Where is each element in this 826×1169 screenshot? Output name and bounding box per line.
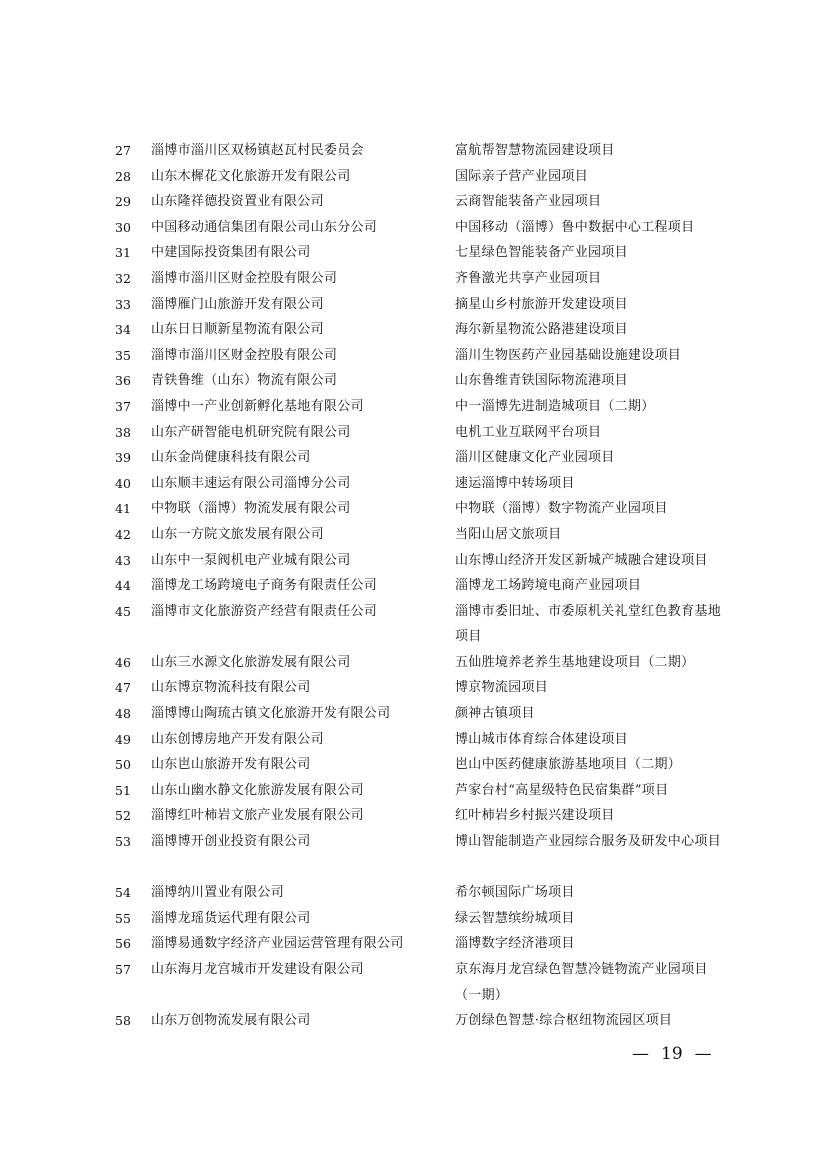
company-name: 中建国际投资集团有限公司 <box>151 245 311 261</box>
project-name: 云商智能装备产业园项目 <box>455 194 602 210</box>
table-row <box>0 906 826 932</box>
table-row <box>0 343 826 369</box>
project-name: 齐鲁激光共享产业园项目 <box>455 270 602 286</box>
project-name: 富航帮智慧物流园建设项目 <box>455 143 615 158</box>
project-name: 中一淄博先进制造城项目（二期） <box>455 398 655 414</box>
project-name: 淄川生物医药产业园基础设施建设项目 <box>455 347 682 363</box>
project-name: 电机工业互联网平台项目 <box>455 424 602 440</box>
company-name: 山东日日顺新星物流有限公司 <box>151 322 324 338</box>
company-name: 山东岜山旅游开发有限公司 <box>151 757 311 773</box>
row-number: 41 <box>115 501 131 517</box>
company-name: 青铁鲁维（山东）物流有限公司 <box>151 373 338 389</box>
company-name: 淄博市淄川区财金控股有限公司 <box>151 347 338 363</box>
company-name: 山东金尚健康科技有限公司 <box>151 450 311 466</box>
table-row <box>0 394 826 420</box>
company-name: 山东中一泵阀机电产业城有限公司 <box>151 552 351 568</box>
company-name: 淄博博开创业投资有限公司 <box>151 834 311 850</box>
row-number: 40 <box>115 475 131 491</box>
row-number: 43 <box>115 552 131 568</box>
row-number: 27 <box>115 143 131 158</box>
row-number: 57 <box>115 962 131 977</box>
row-number: 53 <box>115 834 131 850</box>
project-name: 博山智能制造产业园综合服务及研发中心项目 <box>455 834 722 850</box>
table-row <box>0 240 826 266</box>
project-name: 摘星山乡村旅游开发建设项目 <box>455 296 628 312</box>
project-name: 博山城市体育综合体建设项目 <box>455 731 628 747</box>
left-dash: — <box>632 1044 649 1064</box>
project-name: 淄博市委旧址、市委原机关礼堂红色教育基地项目 <box>455 603 722 645</box>
table-row <box>0 266 826 292</box>
company-name: 淄博市淄川区财金控股有限公司 <box>151 270 338 286</box>
row-number: 35 <box>115 347 131 363</box>
row-number: 47 <box>115 680 131 696</box>
row-number: 58 <box>115 1013 131 1029</box>
company-name: 淄博雁门山旅游开发有限公司 <box>151 296 324 312</box>
table-row <box>0 445 826 471</box>
company-name: 山东山幽水静文化旅游发展有限公司 <box>151 782 364 798</box>
table-row <box>0 880 826 906</box>
row-number: 30 <box>115 219 131 235</box>
project-name: 淄博龙工场跨境电商产业园项目 <box>455 578 642 594</box>
table-row <box>0 368 826 394</box>
project-name: 中物联（淄博）数字物流产业园项目 <box>455 501 668 517</box>
table-row <box>0 727 826 753</box>
table-row <box>0 650 826 676</box>
company-name: 淄博易通数字经济产业园运营管理有限公司 <box>151 936 404 952</box>
table-row <box>0 522 826 548</box>
table-row <box>0 957 826 1008</box>
page-number: 19 <box>661 1044 683 1064</box>
row-number: 29 <box>115 194 131 210</box>
table-row <box>0 420 826 446</box>
project-name: 博京物流园项目 <box>455 680 549 696</box>
company-name: 淄博纳川置业有限公司 <box>151 885 285 901</box>
table-row <box>0 317 826 343</box>
project-name: 速运淄博中转场项目 <box>455 475 575 491</box>
company-name: 山东创博房地产开发有限公司 <box>151 731 324 747</box>
table-row <box>0 496 826 522</box>
table-row <box>0 829 826 880</box>
row-number: 55 <box>115 910 131 926</box>
company-name: 山东木樨花文化旅游开发有限公司 <box>151 168 351 184</box>
project-name: 万创绿色智慧·综合枢纽物流园区项目 <box>455 1013 673 1029</box>
project-name: 海尔新星物流公路港建设项目 <box>455 322 628 338</box>
company-name: 淄博博山陶琉古镇文化旅游开发有限公司 <box>151 706 391 722</box>
row-number: 56 <box>115 936 131 952</box>
row-number: 33 <box>115 296 131 312</box>
project-name: 颜神古镇项目 <box>455 706 535 722</box>
row-number: 39 <box>115 450 131 466</box>
table-row <box>0 701 826 727</box>
row-number: 45 <box>115 603 131 619</box>
company-name: 山东顺丰速运有限公司淄博分公司 <box>151 475 351 491</box>
project-name: 淄博数字经济港项目 <box>455 936 575 952</box>
table-row <box>0 471 826 497</box>
table-row <box>0 1008 826 1034</box>
company-name: 淄博龙工场跨境电子商务有限责任公司 <box>151 578 378 594</box>
project-name: 七星绿色智能装备产业园项目 <box>455 245 628 261</box>
table-row <box>0 803 826 829</box>
row-number: 28 <box>115 168 131 184</box>
project-name: 山东博山经济开发区新城产城融合建设项目 <box>455 552 708 568</box>
row-number: 34 <box>115 322 131 338</box>
project-name: 淄川区健康文化产业园项目 <box>455 450 615 466</box>
company-name: 淄博红叶柿岩文旅产业发展有限公司 <box>151 808 364 824</box>
company-name: 山东万创物流发展有限公司 <box>151 1013 311 1029</box>
row-number: 44 <box>115 578 131 594</box>
company-name: 淄博龙瑶货运代理有限公司 <box>151 910 311 926</box>
table-row <box>0 573 826 599</box>
table-row <box>0 164 826 190</box>
project-name: 希尔顿国际广场项目 <box>455 885 575 901</box>
row-number: 36 <box>115 373 131 389</box>
table-row <box>0 752 826 778</box>
company-name: 山东三水源文化旅游发展有限公司 <box>151 654 351 670</box>
company-name: 淄博中一产业创新孵化基地有限公司 <box>151 398 364 414</box>
table-row <box>0 599 826 650</box>
row-number: 48 <box>115 706 131 722</box>
table-row <box>0 931 826 957</box>
project-name: 京东海月龙宫绿色智慧冷链物流产业园项目（一期） <box>455 962 708 1003</box>
company-name: 山东博京物流科技有限公司 <box>151 680 311 696</box>
company-name: 山东产研智能电机研究院有限公司 <box>151 424 351 440</box>
row-number: 31 <box>115 245 131 261</box>
row-number: 54 <box>115 885 131 901</box>
row-number: 51 <box>115 782 131 798</box>
company-name: 中国移动通信集团有限公司山东分公司 <box>151 219 378 235</box>
row-number: 46 <box>115 654 131 670</box>
row-number: 37 <box>115 398 131 414</box>
project-name: 五仙胜境养老养生基地建设项目（二期） <box>455 654 695 670</box>
row-number: 38 <box>115 424 131 440</box>
table-row <box>0 292 826 318</box>
project-name: 当阳山居文旅项目 <box>455 526 562 542</box>
row-number: 49 <box>115 731 131 747</box>
table-row <box>0 778 826 804</box>
company-name: 淄博市淄川区双杨镇赵瓦村民委员会 <box>151 143 364 158</box>
row-number: 52 <box>115 808 131 824</box>
page-number-footer <box>620 1043 724 1065</box>
company-name: 山东海月龙宫城市开发建设有限公司 <box>151 962 364 977</box>
project-name: 芦家台村“高星级特色民宿集群”项目 <box>455 782 669 798</box>
table-row <box>0 215 826 241</box>
table-row <box>0 189 826 215</box>
project-list-table <box>0 138 826 1034</box>
project-name: 红叶柿岩乡村振兴建设项目 <box>455 808 615 824</box>
company-name: 淄博市文化旅游资产经营有限责任公司 <box>151 603 378 619</box>
company-name: 山东一方院文旅发展有限公司 <box>151 526 324 542</box>
row-number: 42 <box>115 526 131 542</box>
project-name: 国际亲子营产业园项目 <box>455 168 589 184</box>
project-name: 岜山中医药健康旅游基地项目（二期） <box>455 757 682 773</box>
table-row <box>0 675 826 701</box>
project-name: 绿云智慧缤纷城项目 <box>455 910 575 926</box>
right-dash: — <box>694 1044 712 1064</box>
company-name: 中物联（淄博）物流发展有限公司 <box>151 501 351 517</box>
table-row <box>0 548 826 574</box>
company-name: 山东隆祥德投资置业有限公司 <box>151 194 324 210</box>
table-row <box>0 138 826 164</box>
row-number: 32 <box>115 270 131 286</box>
project-name: 山东鲁维青铁国际物流港项目 <box>455 373 628 389</box>
row-number: 50 <box>115 757 131 773</box>
project-name: 中国移动（淄博）鲁中数据中心工程项目 <box>455 219 695 235</box>
